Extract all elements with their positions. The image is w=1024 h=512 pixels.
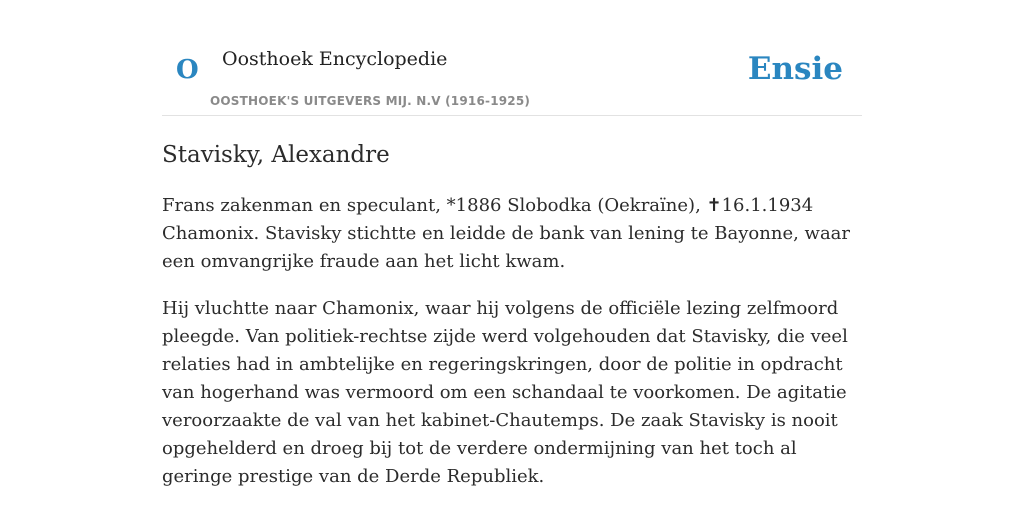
site-title: Oosthoek Encyclopedie xyxy=(222,48,448,70)
logo-icon[interactable]: O xyxy=(176,55,199,85)
publisher-label: OOSTHOEK'S UITGEVERS MIJ. N.V (1916-1925) xyxy=(210,94,531,108)
article-body xyxy=(162,192,862,510)
article-title: Stavisky, Alexandre xyxy=(162,142,390,168)
article-paragraph: Frans zakenman en speculant, *1886 Slobodka (Oekraïne), ✝16.1.1934 Chamonix. Stavisky stichtte en leidde de bank van lening te Bayonne, waar een omvangrijke fraude aan het licht kwam. xyxy=(162,195,851,272)
article-paragraph: Hij vluchtte naar Chamonix, waar hij volgens de officiële lezing zelfmoord pleegde. Van politiek-rechtse zijde werd volgehouden dat Stavisky, die veel relaties had in ambtelijke en regeringskringen, door de politie in opdracht van hogerhand was vermoord om een schandaal te voorkomen. De agitatie veroorzaakte de val van het kabinet-Chautemps. De zaak Stavisky is nooit opgehelderd en droeg bij tot de verdere ondermijning van het toch al geringe prestige van de Derde Republiek. xyxy=(162,298,848,487)
ensie-brand-link[interactable]: Ensie xyxy=(747,51,843,87)
site-header xyxy=(162,0,862,116)
